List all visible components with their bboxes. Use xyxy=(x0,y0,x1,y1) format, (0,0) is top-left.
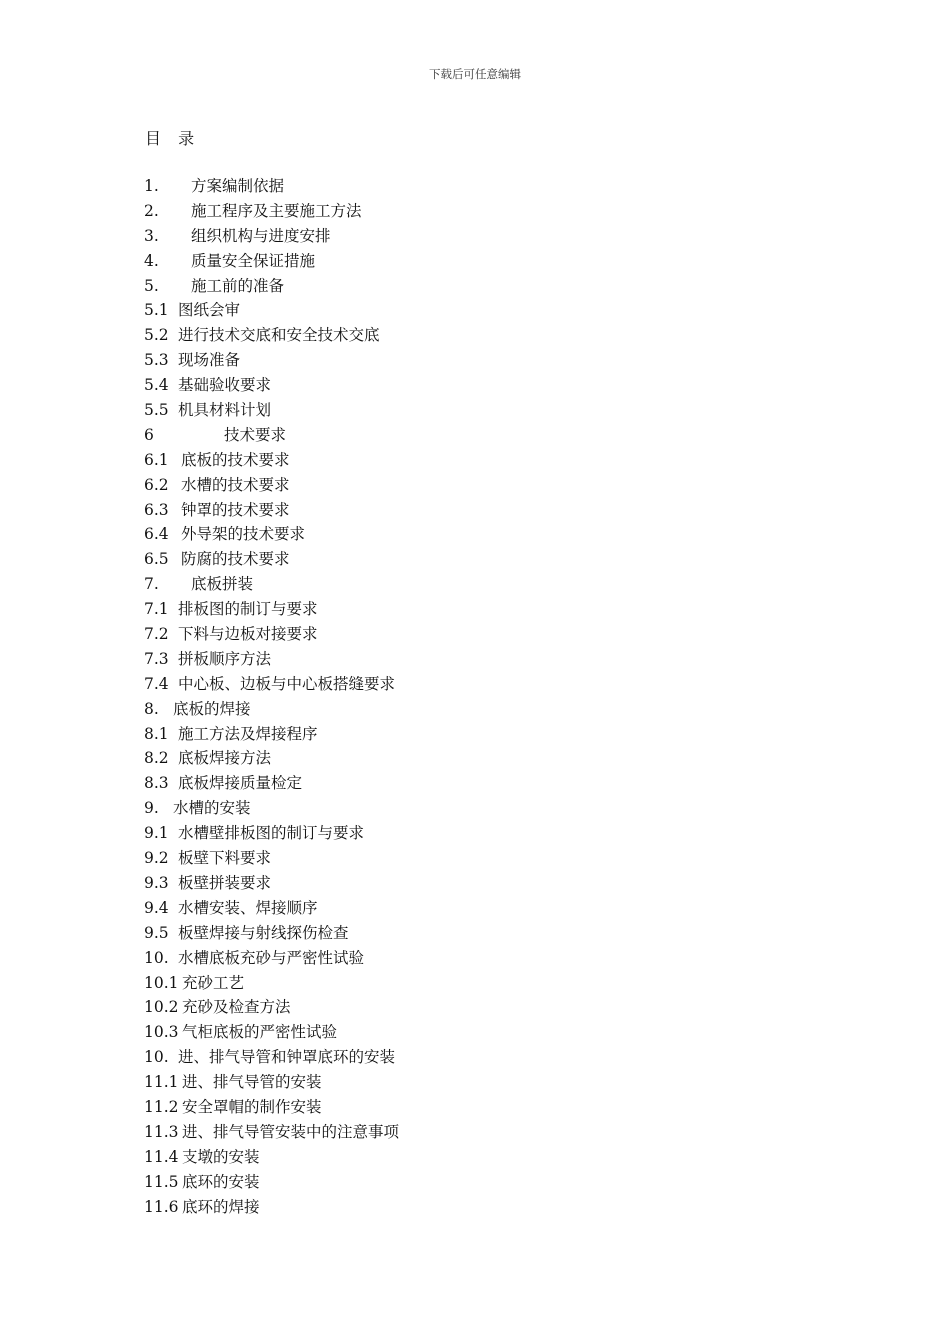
toc-item-text: 排板图的制订与要求 xyxy=(178,600,318,619)
toc-item-text: 支墩的安装 xyxy=(182,1147,260,1166)
toc-item xyxy=(144,249,399,274)
toc-item xyxy=(144,1070,399,1095)
toc-item xyxy=(144,572,399,597)
toc-title: 目 录 xyxy=(145,129,201,148)
toc-item-number: 5.3 xyxy=(144,351,169,370)
toc-item xyxy=(144,722,399,747)
toc-item-text: 水槽的技术要求 xyxy=(181,475,290,494)
toc-item-number: 1. xyxy=(144,177,159,195)
toc-item xyxy=(144,995,399,1020)
toc-item xyxy=(144,1145,399,1170)
toc-item-number: 4. xyxy=(144,251,159,270)
toc-item xyxy=(144,423,399,448)
toc-item xyxy=(144,796,399,821)
toc-item-number: 6.4 xyxy=(144,525,169,544)
toc-item-number: 9.5 xyxy=(144,923,169,942)
toc-item-number: 3. xyxy=(144,226,159,245)
toc-item-text: 拼板顺序方法 xyxy=(178,649,272,668)
toc-item-number: 8.2 xyxy=(144,749,169,768)
toc-item-number: 6.2 xyxy=(144,475,169,494)
toc-item xyxy=(144,373,399,398)
toc-item-number: 5.1 xyxy=(144,301,169,320)
toc-item-number: 5.5 xyxy=(144,401,169,420)
toc-item-number: 10.3 xyxy=(144,1023,179,1042)
toc-item xyxy=(144,199,399,224)
toc-item-number: 11.3 xyxy=(144,1122,179,1141)
toc-item xyxy=(144,821,399,846)
toc-item-number: 11.5 xyxy=(144,1172,179,1191)
toc-item-text: 现场准备 xyxy=(178,351,241,370)
toc-item-number: 10. xyxy=(144,1048,169,1067)
toc-item-number: 6 xyxy=(144,425,154,444)
toc-item xyxy=(144,1170,399,1195)
toc-item-number: 7. xyxy=(144,575,159,594)
toc-item xyxy=(144,1095,399,1120)
toc-item-text: 充砂工艺 xyxy=(182,973,245,992)
toc-item-text: 防腐的技术要求 xyxy=(181,550,290,569)
toc-item-number: 5.4 xyxy=(144,376,169,395)
toc-item xyxy=(144,224,399,249)
toc-item xyxy=(144,398,399,423)
toc-item-number: 11.4 xyxy=(144,1147,179,1166)
toc-item-text: 底板拼装 xyxy=(191,575,254,594)
toc-item-text: 图纸会审 xyxy=(178,301,241,320)
toc-item-number: 7.4 xyxy=(144,674,169,693)
toc-item-text: 充砂及检查方法 xyxy=(182,998,291,1017)
toc-item xyxy=(144,921,399,946)
toc-item-number: 9. xyxy=(144,799,159,818)
toc-item xyxy=(144,896,399,921)
toc-item-number: 9.2 xyxy=(144,849,169,868)
toc-item-number: 5.2 xyxy=(144,326,169,345)
toc-item xyxy=(144,846,399,871)
toc-item xyxy=(144,871,399,896)
toc-item-text: 底板焊接方法 xyxy=(178,749,272,768)
toc-item-text: 钟罩的技术要求 xyxy=(181,500,290,519)
toc-item-text: 下料与边板对接要求 xyxy=(178,625,318,644)
toc-item-number: 9.4 xyxy=(144,898,169,917)
toc-item-number: 5. xyxy=(144,276,159,295)
toc-item xyxy=(144,1045,399,1070)
toc-item-text: 中心板、边板与中心板搭缝要求 xyxy=(178,674,396,693)
toc-item-text: 水槽壁排板图的制订与要求 xyxy=(178,824,365,843)
toc-item-text: 基础验收要求 xyxy=(178,376,272,395)
toc-item xyxy=(144,1195,399,1220)
toc-item xyxy=(144,473,399,498)
toc-item xyxy=(144,746,399,771)
toc-item-number: 2. xyxy=(144,201,159,220)
toc-item-number: 8.3 xyxy=(144,774,169,793)
toc-item-number: 6.1 xyxy=(144,450,169,469)
toc-item-text: 施工程序及主要施工方法 xyxy=(191,201,362,220)
toc-item-number: 7.1 xyxy=(144,600,169,619)
toc-item-text: 安全罩帽的制作安装 xyxy=(182,1097,322,1116)
toc-item xyxy=(144,697,399,722)
toc-item-number: 10.1 xyxy=(144,973,179,992)
toc-item-text: 技术要求 xyxy=(224,425,287,444)
toc-item xyxy=(144,1020,399,1045)
toc-item-text: 施工前的准备 xyxy=(191,276,285,295)
toc-item xyxy=(144,298,399,323)
toc-item-text: 水槽底板充砂与严密性试验 xyxy=(178,948,365,967)
toc-item-number: 10. xyxy=(144,948,169,967)
toc-item-number: 6.3 xyxy=(144,500,169,519)
toc-item xyxy=(144,547,399,572)
toc-item-number: 11.6 xyxy=(144,1197,179,1216)
toc-item xyxy=(144,174,399,199)
toc-item xyxy=(144,971,399,996)
toc-item-text: 质量安全保证措施 xyxy=(191,251,316,270)
toc-item xyxy=(144,522,399,547)
toc-item xyxy=(144,597,399,622)
toc-item-text: 机具材料计划 xyxy=(178,401,272,420)
toc-item-number: 7.3 xyxy=(144,649,169,668)
toc-item xyxy=(144,498,399,523)
toc-item-text: 施工方法及焊接程序 xyxy=(178,724,318,743)
toc-item xyxy=(144,672,399,697)
toc-item xyxy=(144,274,399,299)
toc-item-number: 11.1 xyxy=(144,1073,179,1092)
toc-item xyxy=(144,771,399,796)
toc-item-text: 进行技术交底和安全技术交底 xyxy=(178,326,380,345)
toc-item-text: 水槽的安装 xyxy=(173,799,251,818)
toc-item-number: 10.2 xyxy=(144,998,179,1017)
toc-item-text: 底板的焊接 xyxy=(173,699,251,718)
toc-item-text: 外导架的技术要求 xyxy=(181,525,306,544)
toc-item-number: 8. xyxy=(144,699,159,718)
toc-item-text: 水槽安装、焊接顺序 xyxy=(178,898,318,917)
toc-item-number: 6.5 xyxy=(144,550,169,569)
toc-item xyxy=(144,946,399,971)
toc-item xyxy=(144,348,399,373)
toc-item-text: 进、排气导管安装中的注意事项 xyxy=(182,1122,400,1141)
toc-item xyxy=(144,622,399,647)
toc-item-number: 8.1 xyxy=(144,724,169,743)
toc-item-number: 9.3 xyxy=(144,873,169,892)
toc-item-text: 气柜底板的严密性试验 xyxy=(182,1023,338,1042)
toc-list xyxy=(144,174,399,1219)
toc-item xyxy=(144,448,399,473)
toc-item-text: 板壁下料要求 xyxy=(178,849,272,868)
toc-item-number: 7.2 xyxy=(144,625,169,644)
toc-item xyxy=(144,647,399,672)
toc-item xyxy=(144,323,399,348)
toc-item xyxy=(144,1120,399,1145)
toc-item-text: 板壁焊接与射线探伤检查 xyxy=(178,923,349,942)
toc-item-text: 底板的技术要求 xyxy=(181,450,290,469)
toc-item-text: 进、排气导管和钟罩底环的安装 xyxy=(178,1048,396,1067)
toc-item-number: 11.2 xyxy=(144,1097,179,1116)
toc-item-text: 底环的焊接 xyxy=(182,1197,260,1216)
toc-item-text: 进、排气导管的安装 xyxy=(182,1073,322,1092)
toc-item-text: 方案编制依据 xyxy=(191,177,285,195)
toc-item-text: 底环的安装 xyxy=(182,1172,260,1191)
page-header: 下载后可任意编辑 xyxy=(429,67,521,81)
toc-item-text: 板壁拼装要求 xyxy=(178,873,272,892)
toc-item-number: 9.1 xyxy=(144,824,169,843)
toc-item-text: 底板焊接质量检定 xyxy=(178,774,303,793)
toc-item-text: 组织机构与进度安排 xyxy=(191,226,331,245)
